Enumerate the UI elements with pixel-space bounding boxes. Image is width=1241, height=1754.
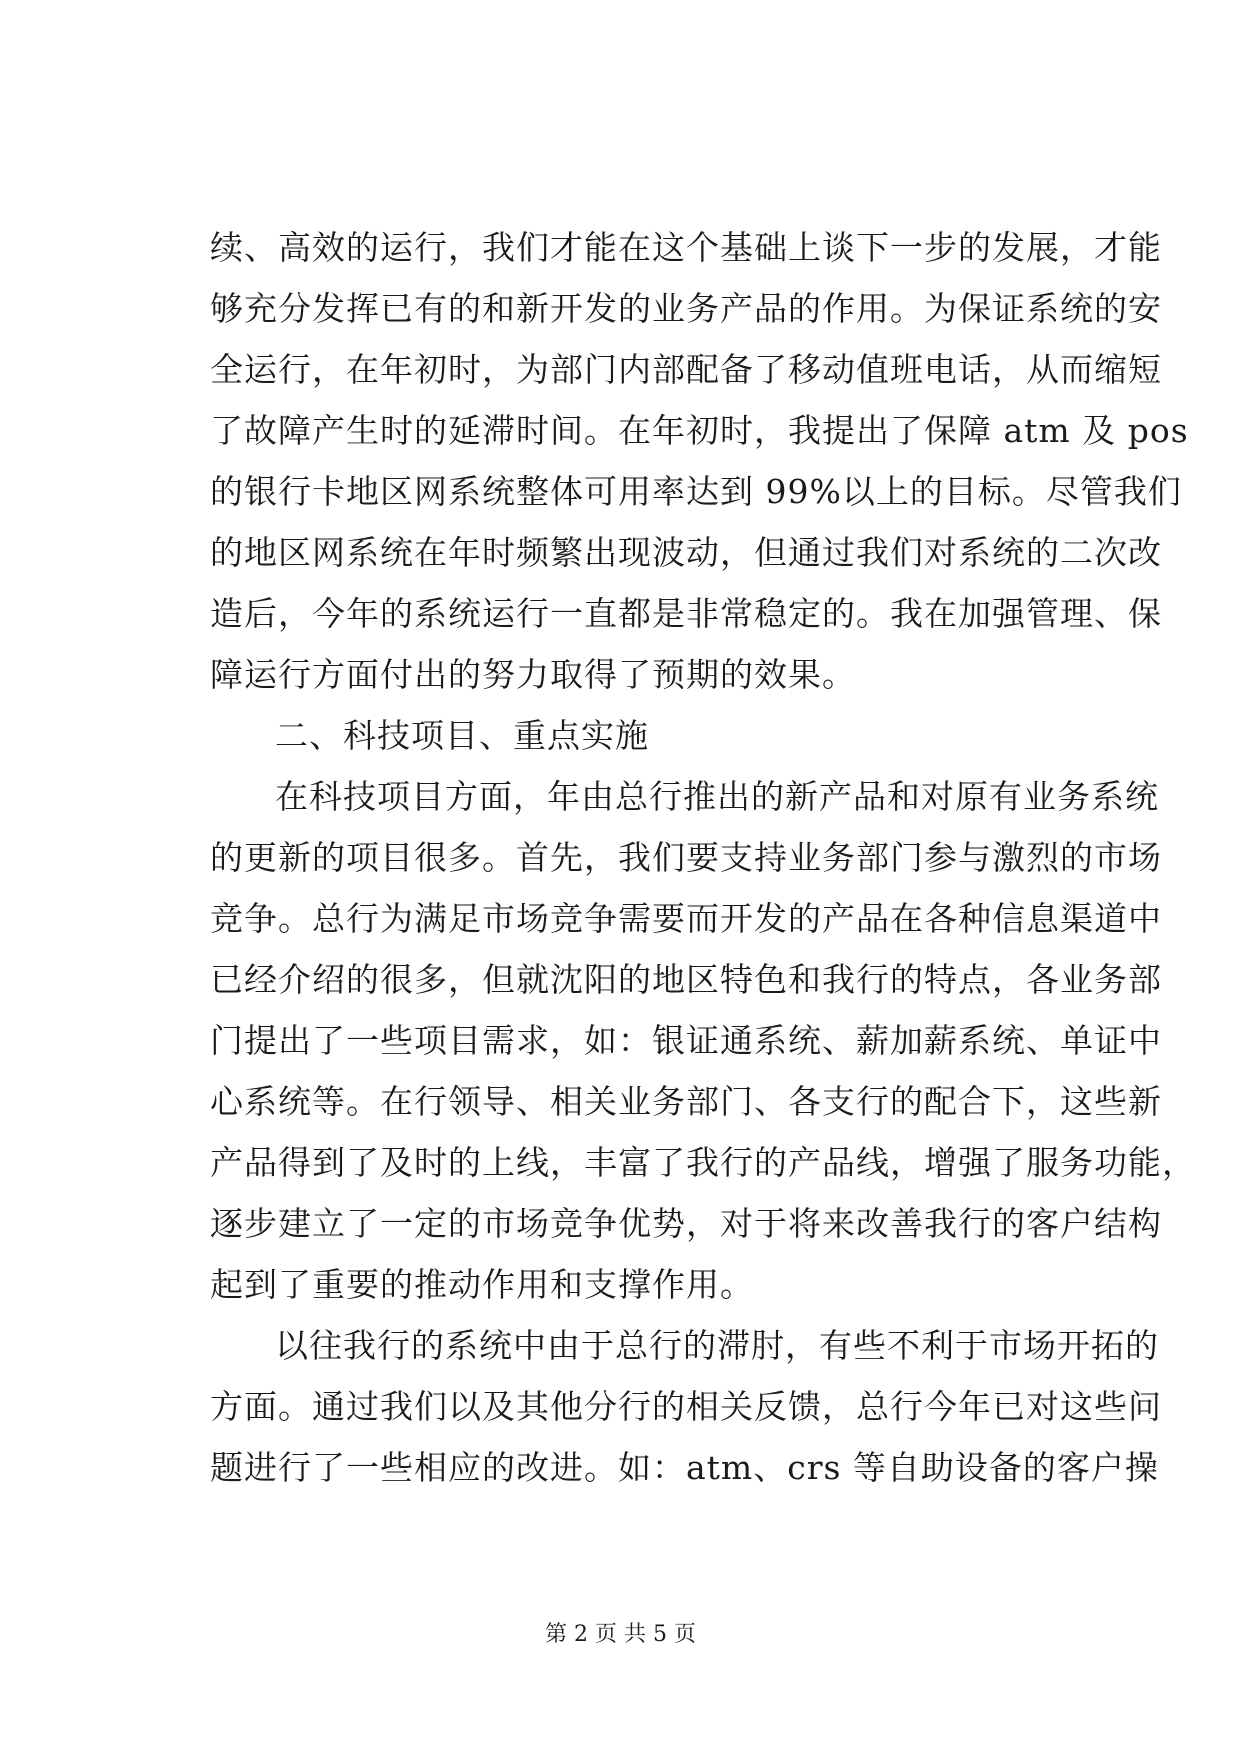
- paragraph-line: 心系统等。在行领导、相关业务部门、各支行的配合下，这些新: [210, 1082, 1162, 1121]
- paragraph-line: 造后，今年的系统运行一直都是非常稳定的。我在加强管理、保: [210, 594, 1162, 633]
- paragraph-line: 全运行，在年初时，为部门内部配备了移动值班电话，从而缩短: [210, 350, 1162, 389]
- paragraph-line: 产品得到了及时的上线，丰富了我行的产品线，增强了服务功能，: [210, 1143, 1196, 1182]
- page-number: 第 2 页 共 5 页: [545, 1622, 696, 1647]
- paragraph-line: 的地区网系统在年时频繁出现波动，但通过我们对系统的二次改: [210, 533, 1162, 572]
- paragraph-line: 续、高效的运行，我们才能在这个基础上谈下一步的发展，才能: [210, 228, 1162, 267]
- section-heading: 二、科技项目、重点实施: [275, 716, 649, 755]
- paragraph-line: 题进行了一些相应的改进。如：atm、crs 等自助设备的客户操: [210, 1448, 1159, 1487]
- paragraph-line: 以往我行的系统中由于总行的滞肘，有些不利于市场开拓的: [275, 1326, 1159, 1365]
- paragraph-line: 逐步建立了一定的市场竞争优势，对于将来改善我行的客户结构: [210, 1204, 1162, 1243]
- paragraph-line: 在科技项目方面，年由总行推出的新产品和对原有业务系统: [275, 777, 1159, 816]
- paragraph-line: 了故障产生时的延滞时间。在年初时，我提出了保障 atm 及 pos: [210, 411, 1189, 450]
- paragraph-line: 竞争。总行为满足市场竞争需要而开发的产品在各种信息渠道中: [210, 899, 1162, 938]
- paragraph-line: 的更新的项目很多。首先，我们要支持业务部门参与激烈的市场: [210, 838, 1162, 877]
- paragraph-line: 障运行方面付出的努力取得了预期的效果。: [210, 655, 856, 694]
- paragraph-line: 门提出了一些项目需求，如：银证通系统、薪加薪系统、单证中: [210, 1021, 1162, 1060]
- paragraph-line: 的银行卡地区网系统整体可用率达到 99%以上的目标。尽管我们: [210, 472, 1182, 511]
- paragraph-line: 已经介绍的很多，但就沈阳的地区特色和我行的特点，各业务部: [210, 960, 1162, 999]
- paragraph-line: 起到了重要的推动作用和支撑作用。: [210, 1265, 754, 1304]
- paragraph-line: 方面。通过我们以及其他分行的相关反馈，总行今年已对这些问: [210, 1387, 1162, 1426]
- paragraph-line: 够充分发挥已有的和新开发的业务产品的作用。为保证系统的安: [210, 289, 1162, 328]
